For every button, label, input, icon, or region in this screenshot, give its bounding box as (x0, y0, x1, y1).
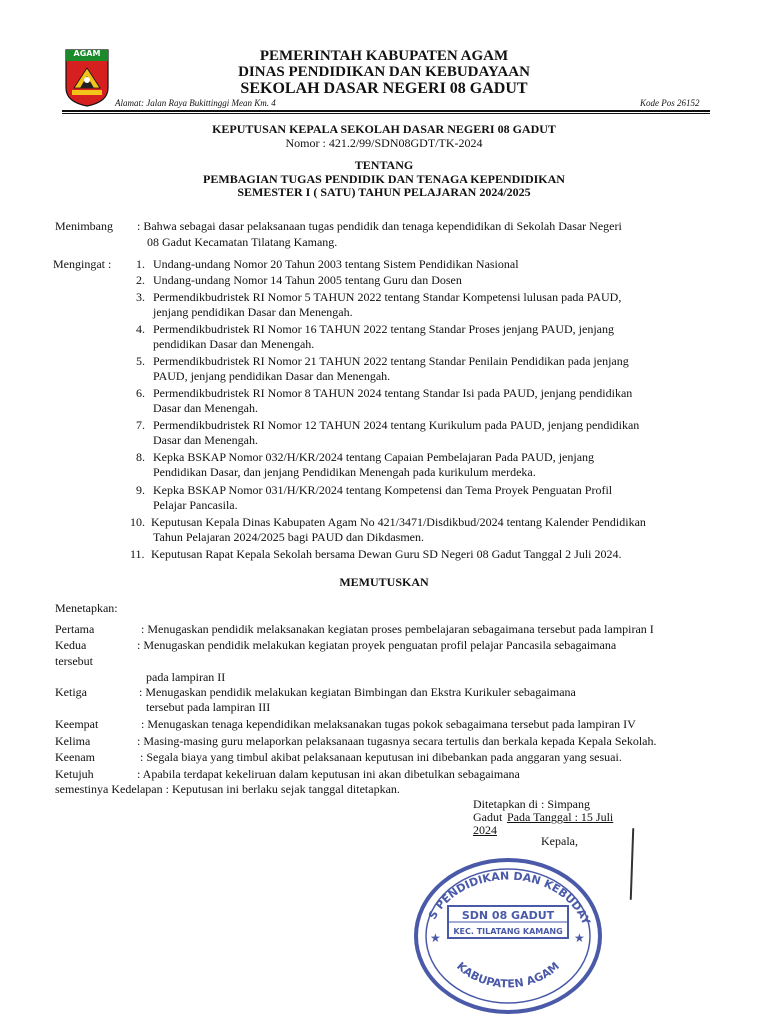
list-item-text-cont: Dasar dan Menengah. (153, 401, 258, 415)
kedelapan-text: semestinya Kedelapan : Keputusan ini berlaku sejak tanggal ditetapkan. (55, 782, 400, 796)
list-item-text: Keputusan Rapat Kepala Sekolah bersama Dewan Guru SD Negeri 08 Gadut Tanggal 2 Juli 2024. (151, 547, 622, 561)
stamp-center-line-2: KEC. TILATANG KAMANG (453, 927, 563, 936)
list-item-text-cont: pendidikan Dasar dan Menengah. (153, 337, 315, 351)
kedua-label: Kedua (55, 638, 87, 652)
decree-title: KEPUTUSAN KEPALA SEKOLAH DASAR NEGERI 08 GADUT (212, 122, 556, 136)
list-item-number: 1. (136, 257, 145, 271)
stamp-center-line-1: SDN 08 GADUT (461, 909, 555, 922)
pada-tanggal: Pada Tanggal : 15 Juli (507, 810, 614, 824)
signature-year: 2024 (473, 823, 497, 837)
list-item-text: Kepka BSKAP Nomor 031/H/KR/2024 tentang Kompetensi dan Tema Proyek Penguatan Profil (153, 483, 613, 497)
regency-logo (64, 48, 110, 108)
memutuskan-heading: MEMUTUSKAN (339, 575, 429, 589)
ketujuh-label: Ketujuh (55, 767, 94, 781)
kelima-text: : Masing-masing guru melaporkan pelaksanaan tugasnya secara tertulis dan berkala kepada Kepala Sekolah. (137, 734, 657, 748)
list-item-number: 4. (136, 322, 145, 336)
header-line-3: SEKOLAH DASAR NEGERI 08 GADUT (240, 80, 528, 97)
keenam-text: : Segala biaya yang timbul akibat pelaksanaan keputusan ini dibebankan pada anggaran yang sesuai. (140, 750, 622, 764)
pertama-text: : Menugaskan pendidik melaksanakan kegiatan proses pembelajaran sebagaimana tersebut pada lampiran I (141, 622, 654, 636)
keempat-label: Keempat (55, 717, 99, 731)
menimbang-text-2: 08 Gadut Kecamatan Tilatang Kamang. (147, 235, 338, 249)
keenam-label: Keenam (55, 750, 95, 764)
decree-number: Nomor : 421.2/99/SDN08GDT/TK-2024 (285, 136, 483, 150)
stamp-top-text: S PENDIDIKAN DAN KEBUDAY (425, 869, 593, 926)
list-item-text-cont: Dasar dan Menengah. (153, 433, 258, 447)
stamp-bottom-text: KABUPATEN AGAM (454, 959, 562, 991)
ketujuh-text: : Apabila terdapat kekeliruan dalam keputusan ini akan dibetulkan sebagaimana (137, 767, 520, 781)
logo-text: AGAM (73, 49, 101, 58)
mengingat-label: Mengingat : (53, 257, 112, 271)
signature-stroke (630, 828, 635, 900)
ketiga-cont: tersebut pada lampiran III (146, 700, 271, 714)
list-item-number: 5. (136, 354, 145, 368)
list-item-number: 9. (136, 483, 145, 497)
signature-gadut: Gadut (473, 810, 503, 824)
list-item-text-cont: jenjang pendidikan Dasar dan Menengah. (153, 305, 353, 319)
stamp-star-icon: ★ (574, 931, 585, 945)
list-item-text-cont: PAUD, jenjang pendidikan Dasar dan Menengah. (153, 369, 391, 383)
pertama-label: Pertama (55, 622, 95, 636)
stamp-star-icon: ★ (430, 931, 441, 945)
kedua-text: : Menugaskan pendidik melakukan kegiatan proyek penguatan profil pelajar Pancasila sebagaimana (137, 638, 617, 652)
kedua-tersebut: tersebut (55, 654, 93, 668)
list-item-text: Permendikbudristek RI Nomor 12 TAHUN 2024 tentang Kurikulum pada PAUD, jenjang pendidikan (153, 418, 640, 432)
list-item-number: 6. (136, 386, 145, 400)
list-item-number: 11. (130, 547, 145, 561)
header-divider-thick (62, 110, 710, 112)
list-item-text: Permendikbudristek RI Nomor 21 TAHUN 2022 tentang Standar Penilain Pendidikan pada jenjang (153, 354, 629, 368)
list-item-text: Undang-undang Nomor 14 Tahun 2005 tentang Guru dan Dosen (153, 273, 462, 287)
kepala-title: Kepala, (541, 834, 578, 848)
list-item-number: 8. (136, 450, 145, 464)
list-item-text-cont: Pendidikan Dasar, dan jenjang Pendidikan Menengah pada kurikulum merdeka. (153, 465, 536, 479)
menimbang-text-1: : Bahwa sebagai dasar pelaksanaan tugas pendidik dan tenaga kependidikan di Sekolah Dasar Negeri (137, 219, 622, 233)
kelima-label: Kelima (55, 734, 91, 748)
svg-text:KABUPATEN AGAM (454, 960, 562, 991)
menetapkan-label: Menetapkan: (55, 601, 118, 615)
list-item-text: Kepka BSKAP Nomor 032/H/KR/2024 tentang Capaian Pembelajaran Pada PAUD, jenjang (153, 450, 595, 464)
list-item-text: Permendikbudristek RI Nomor 5 TAHUN 2022 tentang Standar Kompetensi lulusan pada PAUD, (153, 290, 622, 304)
list-item-text: Keputusan Kepala Dinas Kabupaten Agam No 421/3471/Disdikbud/2024 tentang Kalender Pendidikan (151, 515, 646, 529)
list-item-text: Permendikbudristek RI Nomor 16 TAHUN 2022 tentang Standar Proses jenjang PAUD, jenjang (153, 322, 614, 336)
ketiga-label: Ketiga (55, 685, 87, 699)
list-item-number: 3. (136, 290, 145, 304)
subject-line-2: SEMESTER I ( SATU) TAHUN PELAJARAN 2024/2025 (237, 185, 531, 199)
list-item-text: Undang-undang Nomor 20 Tahun 2003 tentang Sistem Pendidikan Nasional (153, 257, 519, 271)
school-stamp (408, 852, 608, 1024)
list-item-text-cont: Pelajar Pancasila. (153, 498, 238, 512)
ditetapkan-di: Ditetapkan di : Simpang (473, 797, 590, 811)
header-line-1: PEMERINTAH KABUPATEN AGAM (259, 48, 509, 64)
kedua-cont: pada lampiran II (146, 670, 226, 684)
list-item-number: 7. (136, 418, 145, 432)
list-item-number: 10. (130, 515, 145, 529)
header-address: Alamat: Jalan Raya Bukittinggi Mean Km. 4 (115, 98, 276, 108)
header-divider-thin (62, 113, 710, 114)
header-postal-code: Kode Pos 26152 (640, 98, 700, 108)
subject-line-1: PEMBAGIAN TUGAS PENDIDIK DAN TENAGA KEPENDIDIKAN (203, 172, 565, 186)
keempat-text: : Menugaskan tenaga kependidikan melaksanakan tugas pokok sebagaimana tersebut pada lampiran IV (141, 717, 636, 731)
list-item-text-cont: Tahun Pelajaran 2024/2025 bagi PAUD dan Dikdasmen. (153, 530, 425, 544)
list-item-number: 2. (136, 273, 145, 287)
ketiga-text: : Menugaskan pendidik melakukan kegiatan Bimbingan dan Ekstra Kurikuler sebagaimana (139, 685, 576, 699)
header-line-2: DINAS PENDIDIKAN DAN KEBUDAYAAN (238, 64, 530, 80)
list-item-text: Permendikbudristek RI Nomor 8 TAHUN 2024 tentang Standar Isi pada PAUD, jenjang pendidikan (153, 386, 633, 400)
tentang-heading: TENTANG (354, 158, 414, 172)
menimbang-label: Menimbang (55, 219, 113, 233)
